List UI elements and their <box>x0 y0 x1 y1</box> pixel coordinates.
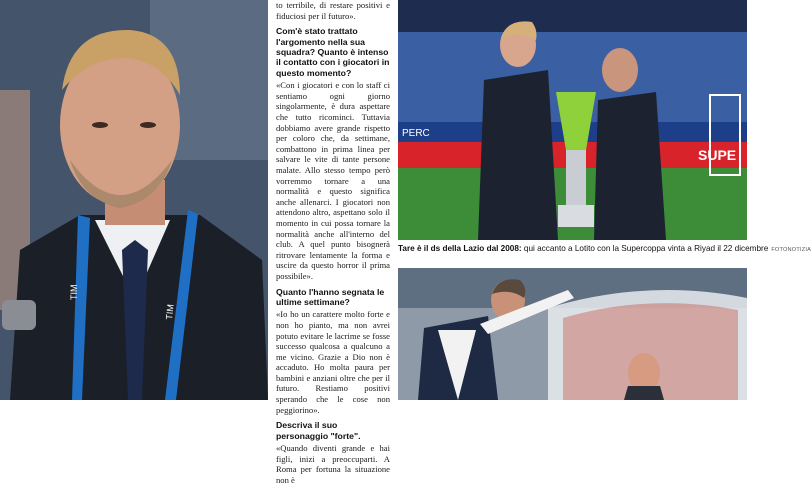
caption-text: qui accanto a Lotito con la Supercoppa vinta a Riyad il 22 dicembre <box>521 244 769 253</box>
trophy-illustration <box>398 0 747 240</box>
portrait-photo <box>0 0 268 400</box>
caption-bold: Tare è il ds della Lazio dal 2008: <box>398 244 522 253</box>
photo-caption <box>398 243 811 257</box>
article-intro: to terribile, di restare positivi e fiduciosi per il futuro». <box>276 0 390 21</box>
article-column <box>276 0 390 485</box>
question-2: Quanto l'hanno segnata le ultime settimane? <box>276 286 385 307</box>
photo-credit: FOTONOTIZIA <box>771 247 811 253</box>
coach-illustration <box>398 268 747 400</box>
coach-photo <box>398 268 747 400</box>
answer-1: «Con i giocatori e con lo staff ci sentiamo ogni giorno singolarmente, è dura aspettare che tutto ricominci. Tuttavia dobbiamo avere grande rispetto per coloro che, da settimane, combattono in prima linea per salvare le vite di tante persone malate. Allo stesso tempo però vorremmo tornare a una normalità e questo significa anche allenarci. I giocatori non attendono altro, aspettano solo il momento in cui possa tornare la normalità anche all'interno del club. A quel punto bisognerà ritrovare lentamente la forma e uscire da questo horror il prima possibile». <box>276 80 390 281</box>
answer-3: «Quando diventi grande e hai figli, inizi a preoccuparti. A Roma per fortuna la situazione non è <box>276 443 390 485</box>
trophy-photo <box>398 0 747 240</box>
board-text-right: SUPE <box>698 147 737 163</box>
question-3: Descriva il suo personaggio "forte". <box>276 420 361 441</box>
lanyard-text-right: TIM <box>164 303 176 321</box>
lanyard-text-left: TIM <box>69 284 79 300</box>
portrait-illustration <box>0 0 268 400</box>
board-text-left: PERC <box>402 128 430 139</box>
answer-2: «Io ho un carattere molto forte e non ho pianto, ma non avrei potuto evitare le lacrime se fosse successo qualcosa a qualcuno a me vicino. Grazie a Dio non è accaduto. Ho molta paura per bambini e anziani oltre che per il futuro. Restiamo positivi sperando che le cose non peggiorino». <box>276 309 390 415</box>
question-1: Com'è stato trattato l'argomento nella sua squadra? Quanto è intenso il contatto con i giocatori in questo momento? <box>276 26 390 78</box>
